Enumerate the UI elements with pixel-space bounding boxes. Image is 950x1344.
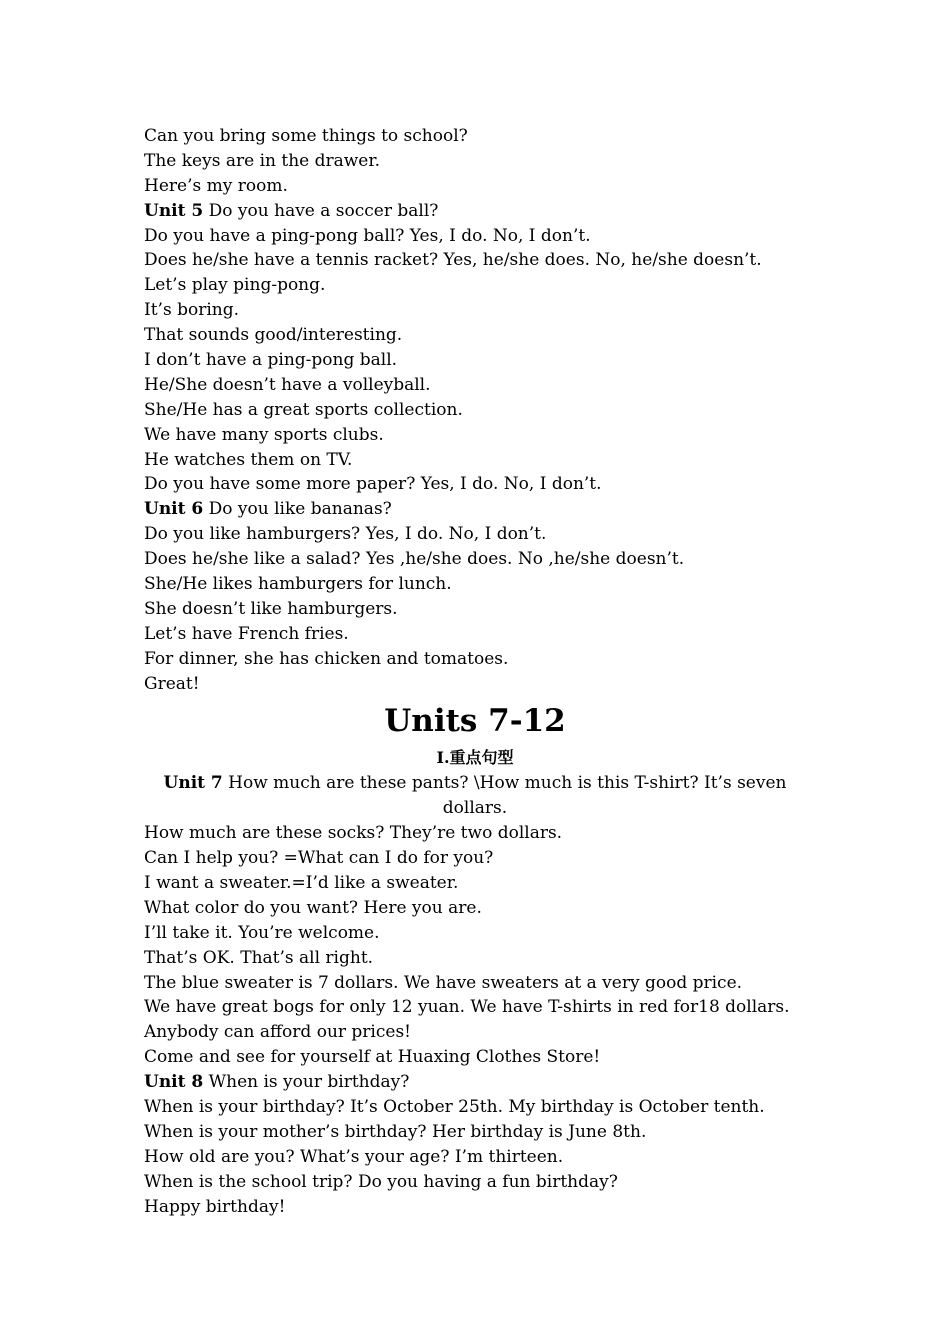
text-line: How old are you? What’s your age? I’m thirteen. (144, 1146, 564, 1167)
text-line: He/She doesn’t have a volleyball. (144, 374, 431, 395)
text-line: We have many sports clubs. (144, 424, 384, 445)
text-line: Can I help you? =What can I do for you? (144, 848, 494, 869)
text-line: That sounds good/interesting. (144, 325, 403, 346)
unit-7-title (144, 771, 806, 821)
text-line: Do you have a ping-pong ball? Yes, I do. No, I don’t. (144, 225, 591, 246)
text-line: Happy birthday! (144, 1196, 286, 1217)
text-line: What color do you want? Here you are. (144, 897, 482, 918)
text-line: The blue sweater is 7 dollars. We have sweaters at a very good price. (144, 972, 743, 993)
unit-5-title (144, 199, 806, 224)
text-line: She/He likes hamburgers for lunch. (144, 574, 452, 595)
text-line: Does he/she like a salad? Yes ,he/she does. No ,he/she doesn’t. (144, 549, 685, 570)
subheading-prefix: I. (436, 748, 450, 768)
text-line: I want a sweater.=I’d like a sweater. (144, 872, 459, 893)
text-line: We have great bogs for only 12 yuan. We have T-shirts in red for18 dollars. (144, 997, 790, 1018)
text-line: I’ll take it. You’re welcome. (144, 922, 380, 943)
unit-6-title (144, 497, 806, 522)
unit-title-text: Do you have a soccer ball? (203, 200, 439, 221)
text-line: When is your mother’s birthday? Her birthday is June 8th. (144, 1121, 647, 1142)
text-line: Does he/she have a tennis racket? Yes, he/she does. No, he/she doesn’t. (144, 250, 762, 271)
text-line: Do you have some more paper? Yes, I do. No, I don’t. (144, 474, 602, 495)
text-line: Let’s play ping-pong. (144, 275, 326, 296)
unit-title-text: Do you like bananas? (203, 499, 392, 520)
unit-title-text: How much are these pants? \How much is this T-shirt? It’s seven dollars. (222, 773, 787, 819)
text-line: She/He has a great sports collection. (144, 399, 463, 420)
unit-title-text: When is your birthday? (203, 1072, 410, 1093)
text-line: He watches them on TV. (144, 449, 353, 470)
text-line: Can you bring some things to school? (144, 126, 468, 146)
unit-label: Unit 6 (144, 499, 204, 520)
text-line: That’s OK. That’s all right. (144, 947, 374, 968)
unit-label: Unit 5 (144, 200, 204, 221)
document-page (144, 124, 806, 1219)
text-line: I don’t have a ping-pong ball. (144, 350, 398, 371)
text-line: When is your birthday? It’s October 25th. My birthday is October tenth. (144, 1096, 765, 1117)
unit-label: Unit 8 (144, 1072, 204, 1093)
text-line: Here’s my room. (144, 175, 288, 196)
text-line: How much are these socks? They’re two dollars. (144, 823, 563, 844)
text-line: For dinner, she has chicken and tomatoes. (144, 648, 509, 669)
text-line: Great! (144, 673, 200, 694)
unit-label: Unit 7 (163, 773, 223, 794)
text-line: She doesn’t like hamburgers. (144, 598, 398, 619)
text-line: When is the school trip? Do you having a fun birthday? (144, 1171, 618, 1192)
text-line: It’s boring. (144, 300, 239, 321)
text-line: Let’s have French fries. (144, 623, 349, 644)
section-heading: Units 7-12 (384, 703, 566, 740)
unit-8-title (144, 1070, 806, 1095)
subheading-text: 重点句型 (449, 748, 514, 768)
text-line: Come and see for yourself at Huaxing Clothes Store! (144, 1047, 601, 1068)
section-subheading (144, 746, 806, 771)
text-line: The keys are in the drawer. (144, 150, 381, 171)
text-line: Do you like hamburgers? Yes, I do. No, I don’t. (144, 524, 547, 545)
text-line: Anybody can afford our prices! (144, 1022, 412, 1043)
